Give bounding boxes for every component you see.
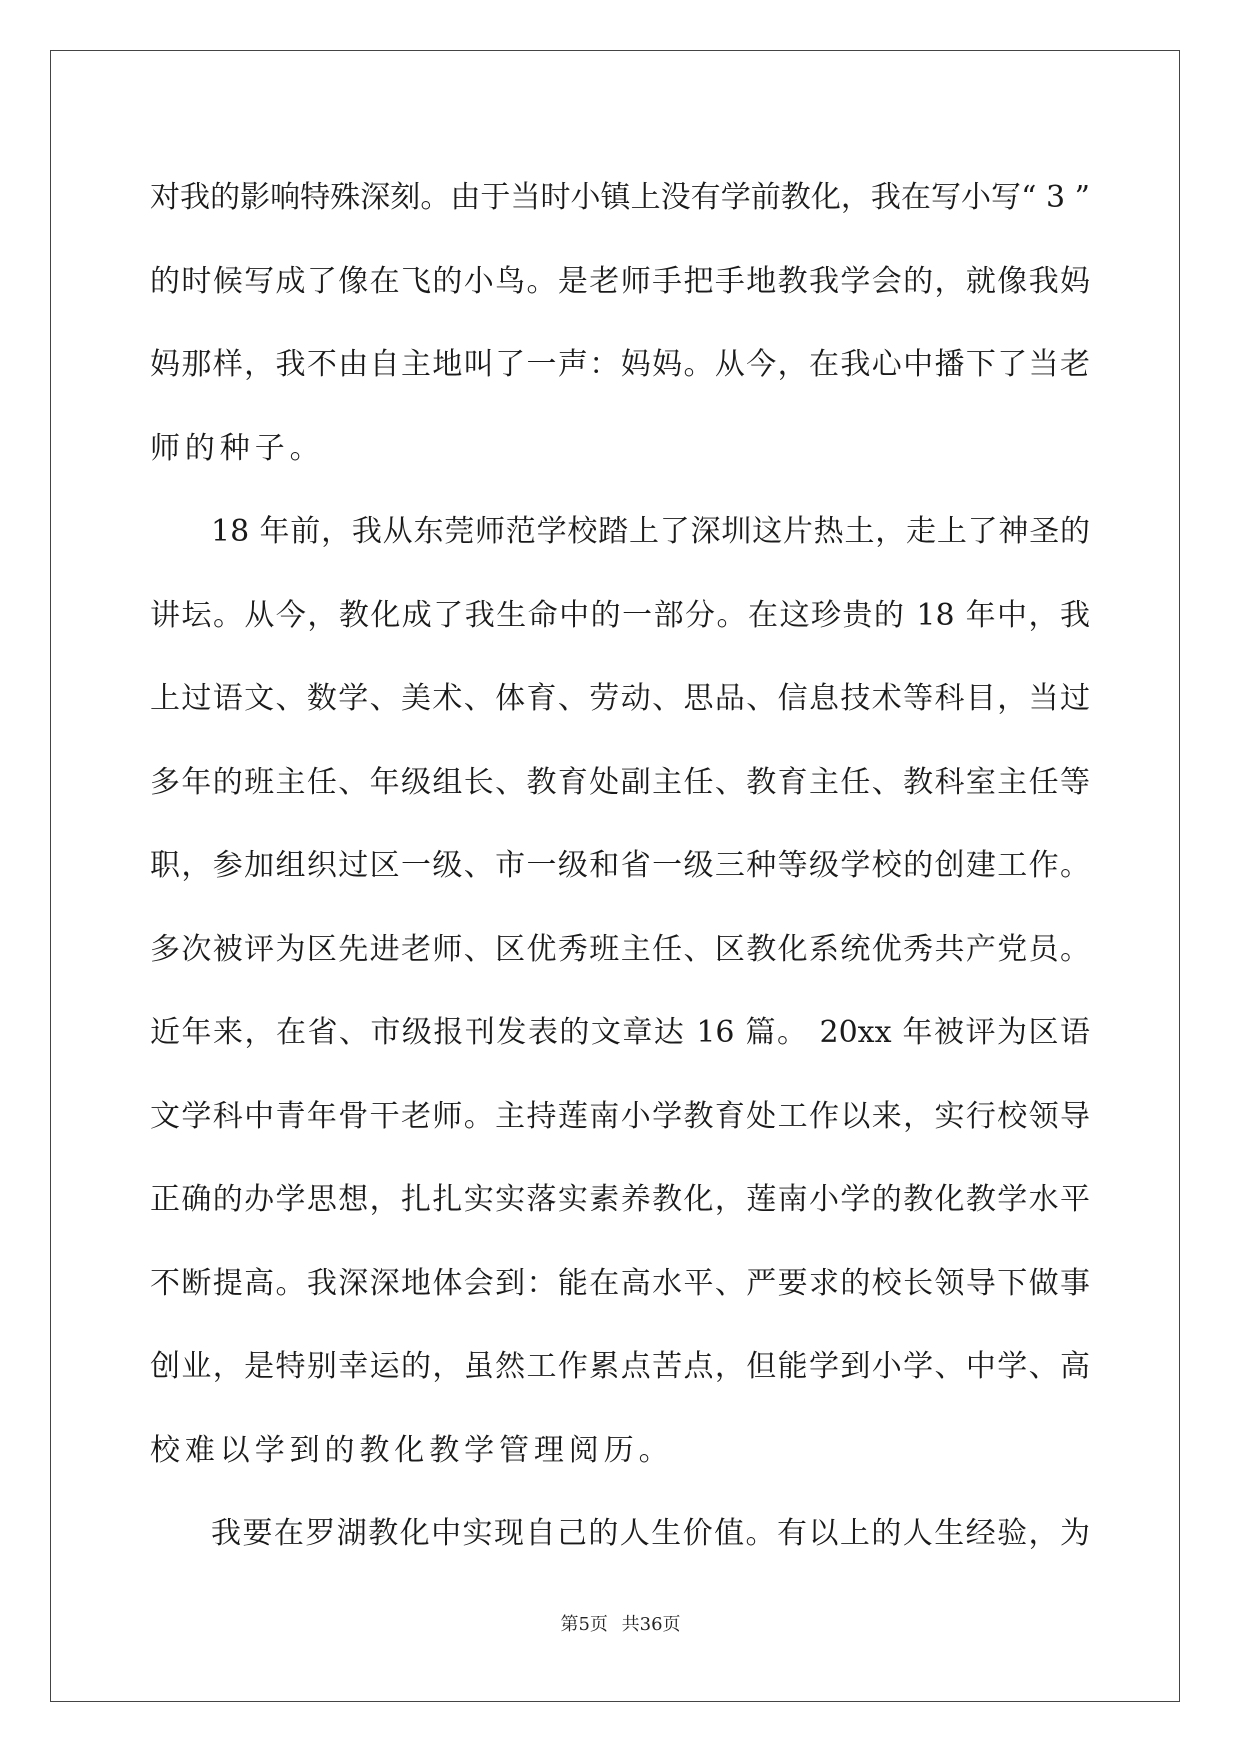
text-line: 近年来，在省、市级报刊发表的文章达 16 篇。 20xx 年被评为区语 — [150, 1015, 1090, 1050]
text-line: 妈那样，我不由自主地叫了一声：妈妈。从今，在我心中播下了当老 — [150, 347, 1090, 382]
text-line: 创业，是特别幸运的，虽然工作累点苦点，但能学到小学、中学、高 — [150, 1349, 1090, 1384]
text-line: 校难以学到的教化教学管理阅历。 — [150, 1432, 674, 1468]
text-line: 讲坛。从今，教化成了我生命中的一部分。在这珍贵的 18 年中，我 — [150, 597, 1090, 633]
text-line: 我要在罗湖教化中实现自己的人生价值。有以上的人生经验，为 — [211, 1516, 1090, 1551]
text-line: 上过语文、数学、美术、体育、劳动、思品、信息技术等科目，当过 — [150, 681, 1090, 716]
text-line: 的时候写成了像在飞的小鸟。是老师手把手地教我学会的，就像我妈 — [150, 263, 1090, 299]
page-number: 第5页 — [560, 1614, 608, 1635]
text-line: 18 年前，我从东莞师范学校踏上了深圳这片热土，走上了神圣的 — [211, 514, 1090, 549]
page-total: 共36页 — [621, 1614, 681, 1635]
text-line: 对我的影响特殊深刻。由于当时小镇上没有学前教化，我在写小写“ 3 ” — [150, 180, 1090, 215]
text-line: 职，参加组织过区一级、市一级和省一级三种等级学校的创建工作。 — [150, 848, 1090, 883]
document-body — [150, 156, 1090, 1576]
text-line: 多年的班主任、年级组长、教育处副主任、教育主任、教科室主任等 — [150, 764, 1090, 800]
text-line: 师的种子。 — [150, 430, 325, 466]
text-line: 正确的办学思想，扎扎实实落实素养教化，莲南小学的教化教学水平 — [150, 1182, 1090, 1217]
text-line: 文学科中青年骨干老师。主持莲南小学教育处工作以来，实行校领导 — [150, 1098, 1090, 1134]
text-line: 不断提高。我深深地体会到：能在高水平、严要求的校长领导下做事 — [150, 1265, 1090, 1301]
text-line: 多次被评为区先进老师、区优秀班主任、区教化系统优秀共产党员。 — [150, 931, 1090, 967]
page-footer — [0, 1610, 1241, 1636]
